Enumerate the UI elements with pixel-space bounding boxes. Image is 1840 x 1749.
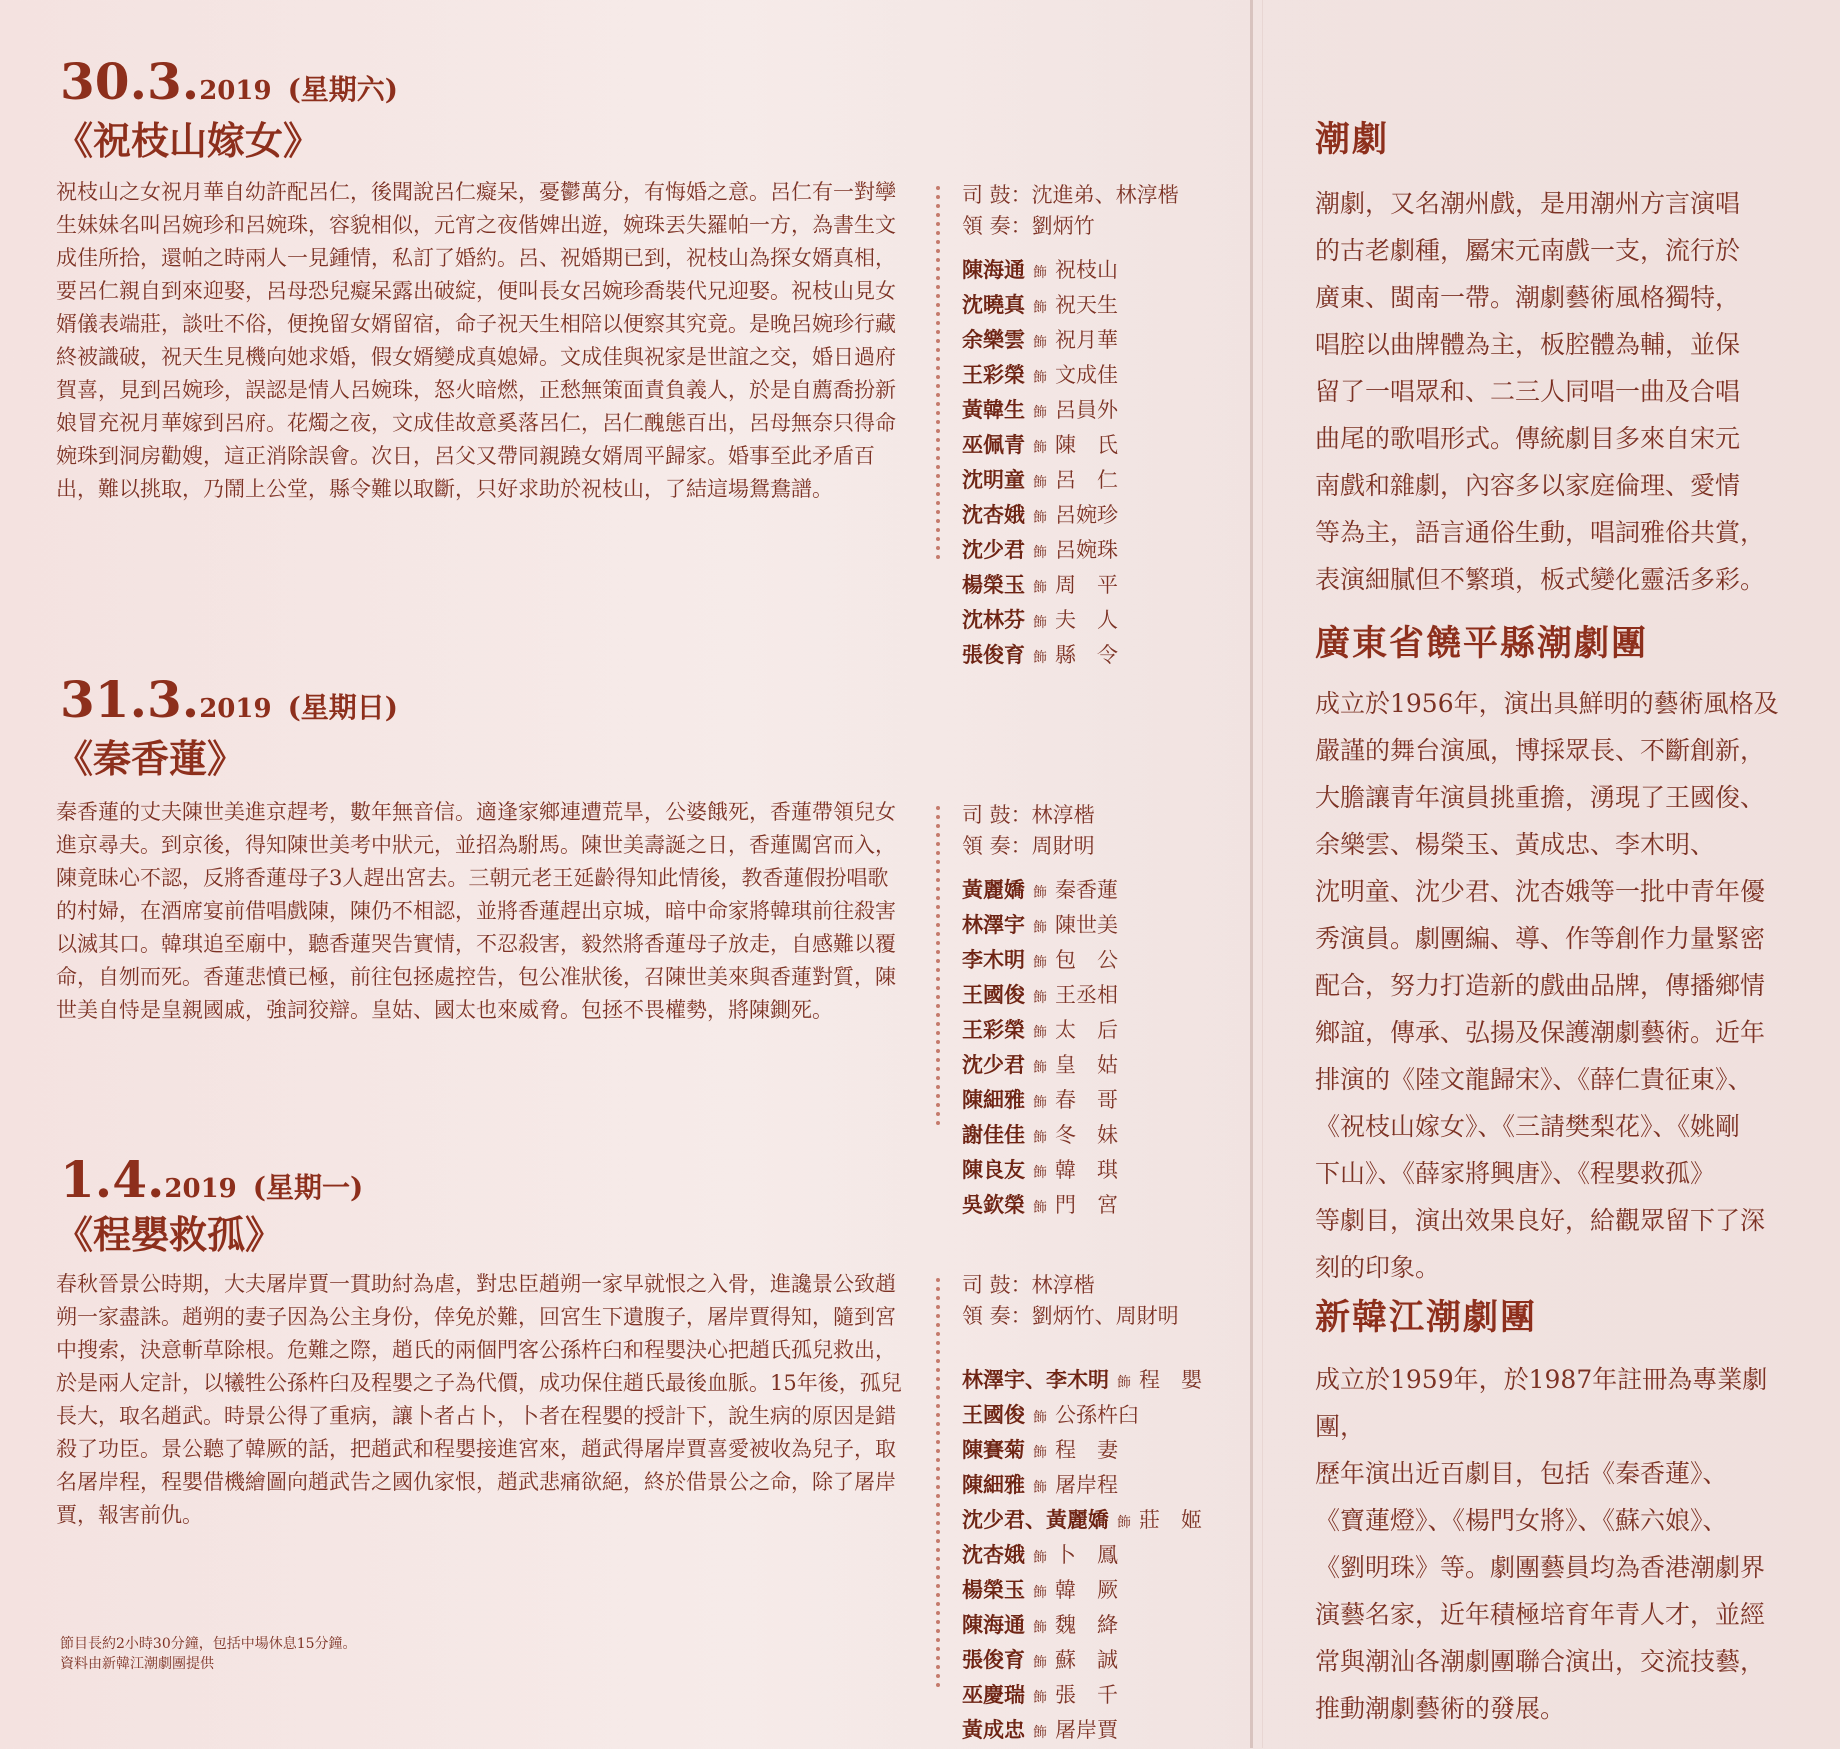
- cast-row: [962, 1049, 1118, 1084]
- actor-name: 沈少君、黃麗嬌: [962, 1507, 1109, 1532]
- actor-name: 沈杏娥: [962, 1542, 1025, 1567]
- actor-name: 巫佩青: [962, 432, 1025, 457]
- page-fold: [1250, 0, 1253, 1748]
- show-2-dotted-divider: [934, 806, 942, 1130]
- actor-name: 林澤宇、李木明: [962, 1367, 1109, 1392]
- role-name: 魏 絳: [1055, 1613, 1118, 1637]
- show-3-cast: [962, 1364, 1202, 1749]
- role-name: 祝天生: [1055, 293, 1118, 317]
- role-name: 縣 令: [1055, 643, 1118, 667]
- role-name: 王丞相: [1055, 983, 1118, 1007]
- cast-row: [962, 1574, 1202, 1609]
- shi-label: 飾: [1033, 510, 1047, 526]
- cast-row: [962, 1609, 1202, 1644]
- body-line: 沈明童、沈少君、沈杏娥等一批中青年優: [1315, 877, 1766, 906]
- cast-row: [962, 1504, 1202, 1539]
- body-line: 配合，努力打造新的戲曲品牌，傳播鄉情: [1315, 971, 1766, 1000]
- show-3-date: 1.4.2019 (星期一): [60, 1150, 364, 1209]
- body-line: 推動潮劇藝術的發展。: [1315, 1694, 1566, 1723]
- role-name: 莊 姬: [1139, 1508, 1202, 1532]
- actor-name: 王國俊: [962, 1402, 1025, 1427]
- shi-label: 飾: [1033, 405, 1047, 421]
- crew-line: 司 鼓：沈進弟、林淳楷: [962, 183, 1179, 207]
- cast-row: [962, 359, 1118, 394]
- actor-name: 陳海通: [962, 1612, 1025, 1637]
- shi-label: 飾: [1033, 1060, 1047, 1076]
- role-name: 陳 氏: [1055, 433, 1118, 457]
- role-name: 屠岸程: [1055, 1473, 1118, 1497]
- body-line: 大膽讓青年演員挑重擔，湧現了王國俊、: [1315, 783, 1766, 812]
- body-line: 演藝名家，近年積極培育年青人才，並經: [1315, 1600, 1766, 1629]
- cast-row: [962, 604, 1118, 639]
- actor-name: 李木明: [962, 947, 1025, 972]
- body-line: 廣東、閩南一帶。潮劇藝術風格獨特，: [1315, 283, 1741, 312]
- crew-line: 領 奏：周財明: [962, 834, 1095, 858]
- show-1-synopsis: 祝枝山之女祝月華自幼許配呂仁，後聞說呂仁癡呆，憂鬱萬分，有悔婚之意。呂仁有一對孿生妹妹名叫呂婉珍和呂婉珠，容貌相似，元宵之夜偕婢出遊，婉珠丟失羅帕一方，為書生文成佳所拾，還帕之時兩人一見鍾情，私訂了婚約。呂、祝婚期已到，祝枝山為探女婿真相，要呂仁親自到來迎娶，呂母恐兒癡呆露出破綻，便叫長女呂婉珍喬裝代兄迎娶。祝枝山見女婿儀表端莊，談吐不俗，便挽留女婿留宿，命子祝天生相陪以便察其究竟。是晚呂婉珍行藏終被識破，祝天生見機向她求婚，假女婿變成真媳婦。文成佳與祝家是世誼之交，婚日過府賀喜，見到呂婉珍，誤認是情人呂婉珠，怒火暗燃，正愁無策面責負義人，於是自薦喬扮新娘冒充祝月華嫁到呂府。花燭之夜，文成佳故意奚落呂仁，呂仁醜態百出，呂母無奈只得命婉珠到洞房勸嫂，這正消除誤會。次日，呂父又帶同親蹺女婿周平歸家。婚事至此矛盾百出，難以挑取，乃鬧上公堂，縣令難以取斷，只好求助於祝枝山，了結這場鴛鴦譜。: [56, 180, 896, 501]
- role-name: 祝月華: [1055, 328, 1118, 352]
- footnote-line: 節目長約2小時30分鐘，包括中場休息15分鐘。: [60, 1636, 357, 1652]
- role-name: 文成佳: [1055, 363, 1118, 387]
- body-line: 表演細膩但不繁瑣，板式變化靈活多彩。: [1315, 565, 1766, 594]
- cast-row: [962, 1014, 1118, 1049]
- cast-row: [962, 1679, 1202, 1714]
- footnote-line: 資料由新韓江潮劇團提供: [60, 1656, 214, 1672]
- cast-row: [962, 499, 1118, 534]
- cast-row: [962, 569, 1118, 604]
- shi-label: 飾: [1117, 1375, 1131, 1391]
- shi-label: 飾: [1033, 300, 1047, 316]
- role-name: 韓 琪: [1055, 1158, 1118, 1182]
- actor-name: 王國俊: [962, 982, 1025, 1007]
- body-line: 《寶蓮燈》、《楊門女將》、《蘇六娘》、: [1315, 1506, 1728, 1535]
- role-name: 夫 人: [1055, 608, 1118, 632]
- show-1-cast: [962, 254, 1118, 674]
- body-line: 嚴謹的舞台演風，博採眾長、不斷創新，: [1315, 736, 1766, 765]
- show-3-synopsis: 春秋晉景公時期，大夫屠岸賈一貫助紂為虐，對忠臣趙朔一家早就恨之入骨，進讒景公致趙朔一家盡誅。趙朔的妻子因為公主身份，倖免於難，回宮生下遺腹子，屠岸賈得知，隨到宮中搜索，決意斬草除根。危難之際，趙氏的兩個門客公孫杵臼和程嬰決心把趙氏孤兒救出，於是兩人定計，以犧牲公孫杵臼及程嬰之子為代價，成功保住趙氏最後血脈。15年後，孤兒長大，取名趙武。時景公得了重病，讓卜者占卜，卜者在程嬰的授計下，說生病的原因是錯殺了功臣。景公聽了韓厥的話，把趙武和程嬰接進宮來，趙武得屠岸賈喜愛被收為兒子，取名屠岸程，程嬰借機繪圖向趙武告之國仇家恨，趙武悲痛欲絕，終於借景公之命，除了屠岸賈，報害前仇。: [56, 1272, 902, 1527]
- actor-name: 王彩榮: [962, 362, 1025, 387]
- actor-name: 張俊育: [962, 1647, 1025, 1672]
- shi-label: 飾: [1033, 1130, 1047, 1146]
- body-line: 等為主，語言通俗生動，唱詞雅俗共賞，: [1315, 518, 1766, 547]
- shi-label: 飾: [1033, 1480, 1047, 1496]
- actor-name: 陳細雅: [962, 1472, 1025, 1497]
- role-name: 屠岸賈: [1055, 1718, 1118, 1742]
- actor-name: 林澤宇: [962, 912, 1025, 937]
- body-line: 曲尾的歌唱形式。傳統劇目多來自宋元: [1315, 424, 1741, 453]
- shi-label: 飾: [1033, 1585, 1047, 1601]
- section-heading-raoping: 廣東省饒平縣潮劇團: [1315, 623, 1649, 664]
- role-name: 冬 妹: [1055, 1123, 1118, 1147]
- cast-row: [962, 1084, 1118, 1119]
- cast-row: [962, 1119, 1118, 1154]
- shi-label: 飾: [1033, 580, 1047, 596]
- role-name: 公孫杵臼: [1055, 1403, 1139, 1427]
- actor-name: 謝佳佳: [962, 1122, 1025, 1147]
- role-name: 張 千: [1055, 1683, 1118, 1707]
- shi-label: 飾: [1033, 990, 1047, 1006]
- body-line: 南戲和雜劇，內容多以家庭倫理、愛情: [1315, 471, 1741, 500]
- cast-row: [962, 1399, 1202, 1434]
- section-heading-chaoju: 潮劇: [1315, 119, 1390, 160]
- role-name: 太 后: [1055, 1018, 1118, 1042]
- body-line: 排演的《陸文龍歸宋》、《薛仁貴征東》、: [1315, 1065, 1753, 1094]
- role-name: 門 宮: [1055, 1193, 1118, 1217]
- cast-row: [962, 639, 1118, 674]
- actor-name: 陳良友: [962, 1157, 1025, 1182]
- actor-name: 楊榮玉: [962, 572, 1025, 597]
- cast-row: [962, 534, 1118, 569]
- show-2-synopsis: 秦香蓮的丈夫陳世美進京趕考，數年無音信。適逢家鄉連遭荒旱，公婆餓死，香蓮帶領兒女進京尋夫。到京後，得知陳世美考中狀元，並招為駙馬。陳世美壽誕之日，香蓮闖宮而入，陳竟昧心不認，反將香蓮母子3人趕出宮去。三朝元老王延齡得知此情後，教香蓮假扮唱歌的村婦，在酒席宴前借唱戲陳，陳仍不相認，並將香蓮趕出京城，暗中命家將韓琪前往殺害以滅其口。韓琪追至廟中，聽香蓮哭告實情，不忍殺害，毅然將香蓮母子放走，自感難以覆命，自刎而死。香蓮悲憤已極，前往包拯處控告，包公准狀後，召陳世美來與香蓮對質，陳世美自恃是皇親國戚，強詞狡辯。皇姑、國太也來威脅。包拯不畏權勢，將陳鍘死。: [56, 800, 896, 1022]
- actor-name: 沈曉真: [962, 292, 1025, 317]
- role-name: 呂婉珍: [1055, 503, 1118, 527]
- shi-label: 飾: [1033, 650, 1047, 666]
- shi-label: 飾: [1033, 885, 1047, 901]
- cast-row: [962, 1644, 1202, 1679]
- role-name: 程 嬰: [1139, 1368, 1202, 1392]
- role-name: 呂員外: [1055, 398, 1118, 422]
- show-2-title: 《秦香蓮》: [55, 736, 246, 781]
- cast-row: [962, 1434, 1202, 1469]
- body-line: 潮劇，又名潮州戲，是用潮州方言演唱: [1315, 189, 1741, 218]
- shi-label: 飾: [1033, 370, 1047, 386]
- actor-name: 黃韓生: [962, 397, 1025, 422]
- shi-label: 飾: [1033, 1410, 1047, 1426]
- cast-row: [962, 874, 1118, 909]
- crew-line: 領 奏：劉炳竹、周財明: [962, 1304, 1179, 1328]
- cast-row: [962, 394, 1118, 429]
- show-3-crew: [962, 1270, 1179, 1332]
- actor-name: 楊榮玉: [962, 1577, 1025, 1602]
- body-line: 《祝枝山嫁女》、《三請樊梨花》、《姚剛: [1315, 1112, 1741, 1141]
- role-name: 春 哥: [1055, 1088, 1118, 1112]
- shi-label: 飾: [1033, 1165, 1047, 1181]
- shi-label: 飾: [1033, 1200, 1047, 1216]
- shi-label: 飾: [1033, 1445, 1047, 1461]
- cast-row: [962, 1469, 1202, 1504]
- cast-row: [962, 289, 1118, 324]
- show-3-dotted-divider: [934, 1278, 942, 1692]
- body-line: 留了一唱眾和、二三人同唱一曲及合唱: [1315, 377, 1741, 406]
- role-name: 周 平: [1055, 573, 1118, 597]
- shi-label: 飾: [1033, 1690, 1047, 1706]
- shi-label: 飾: [1033, 1620, 1047, 1636]
- actor-name: 陳賽菊: [962, 1437, 1025, 1462]
- actor-name: 黃麗嬌: [962, 877, 1025, 902]
- shi-label: 飾: [1033, 955, 1047, 971]
- shi-label: 飾: [1033, 440, 1047, 456]
- cast-row: [962, 254, 1118, 289]
- shi-label: 飾: [1033, 1725, 1047, 1741]
- shi-label: 飾: [1117, 1515, 1131, 1531]
- crew-line: 司 鼓：林淳楷: [962, 803, 1095, 827]
- cast-row: [962, 909, 1118, 944]
- role-name: 包 公: [1055, 948, 1118, 972]
- show-1-date: 30.3.2019 (星期六): [60, 52, 399, 111]
- shi-label: 飾: [1033, 545, 1047, 561]
- actor-name: 沈杏娥: [962, 502, 1025, 527]
- body-line: 常與潮汕各潮劇團聯合演出，交流技藝，: [1315, 1647, 1766, 1676]
- body-line: 余樂雲、楊榮玉、黃成忠、李木明、: [1315, 830, 1716, 859]
- section-body-xinhanjiang: [1315, 1356, 1795, 1732]
- cast-row: [962, 324, 1118, 359]
- shi-label: 飾: [1033, 265, 1047, 281]
- cast-row: [962, 1539, 1202, 1574]
- body-line: 鄉誼，傳承、弘揚及保護潮劇藝術。近年: [1315, 1018, 1766, 1047]
- shi-label: 飾: [1033, 1655, 1047, 1671]
- cast-row: [962, 464, 1118, 499]
- cast-row: [962, 1154, 1118, 1189]
- body-line: 成立於1956年，演出具鮮明的藝術風格及: [1315, 689, 1779, 718]
- shi-label: 飾: [1033, 475, 1047, 491]
- shi-label: 飾: [1033, 1550, 1047, 1566]
- cast-row: [962, 1189, 1118, 1224]
- role-name: 程 妻: [1055, 1438, 1118, 1462]
- show-1-dotted-divider: [934, 186, 942, 564]
- role-name: 呂婉珠: [1055, 538, 1118, 562]
- actor-name: 陳海通: [962, 257, 1025, 282]
- actor-name: 陳細雅: [962, 1087, 1025, 1112]
- role-name: 秦香蓮: [1055, 878, 1118, 902]
- body-line: 的古老劇種，屬宋元南戲一支，流行於: [1315, 236, 1741, 265]
- role-name: 呂 仁: [1055, 468, 1118, 492]
- role-name: 皇 姑: [1055, 1053, 1118, 1077]
- cast-row: [962, 429, 1118, 464]
- footnote: [60, 1634, 357, 1674]
- show-1-crew: [962, 180, 1179, 242]
- body-line: 秀演員。劇團編、導、作等創作力量緊密: [1315, 924, 1766, 953]
- actor-name: 沈林芬: [962, 607, 1025, 632]
- role-name: 祝枝山: [1055, 258, 1118, 282]
- cast-row: [962, 1714, 1202, 1749]
- body-line: 成立於1959年，於1987年註冊為專業劇團，: [1315, 1365, 1768, 1441]
- section-body-raoping: [1315, 680, 1795, 1291]
- actor-name: 張俊育: [962, 642, 1025, 667]
- page-fold-line: [1262, 0, 1263, 1748]
- actor-name: 余樂雲: [962, 327, 1025, 352]
- body-line: 歷年演出近百劇目，包括《秦香蓮》、: [1315, 1459, 1728, 1488]
- actor-name: 吳欽榮: [962, 1192, 1025, 1217]
- show-2-date: 31.3.2019 (星期日): [60, 670, 399, 729]
- role-name: 蘇 誠: [1055, 1648, 1118, 1672]
- show-1-title: 《祝枝山嫁女》: [55, 118, 322, 163]
- actor-name: 黃成忠: [962, 1717, 1025, 1742]
- shi-label: 飾: [1033, 1025, 1047, 1041]
- cast-row: [962, 979, 1118, 1014]
- cast-row: [962, 944, 1118, 979]
- role-name: 卜 鳳: [1055, 1543, 1118, 1567]
- crew-line: 領 奏：劉炳竹: [962, 214, 1095, 238]
- shi-label: 飾: [1033, 920, 1047, 936]
- section-heading-xinhanjiang: 新韓江潮劇團: [1315, 1297, 1538, 1338]
- show-2-cast: [962, 874, 1118, 1224]
- body-line: 刻的印象。: [1315, 1253, 1441, 1282]
- cast-row: [962, 1364, 1202, 1399]
- actor-name: 王彩榮: [962, 1017, 1025, 1042]
- role-name: 韓 厥: [1055, 1578, 1118, 1602]
- body-line: 《劉明珠》等。劇團藝員均為香港潮劇界: [1315, 1553, 1766, 1582]
- actor-name: 沈少君: [962, 1052, 1025, 1077]
- shi-label: 飾: [1033, 1095, 1047, 1111]
- body-line: 下山》、《薛家將興唐》、《程嬰救孤》: [1315, 1159, 1716, 1188]
- show-3-title: 《程嬰救孤》: [55, 1212, 284, 1257]
- shi-label: 飾: [1033, 335, 1047, 351]
- section-body-chaoju: [1315, 180, 1795, 603]
- shi-label: 飾: [1033, 615, 1047, 631]
- actor-name: 沈少君: [962, 537, 1025, 562]
- actor-name: 巫慶瑞: [962, 1682, 1025, 1707]
- body-line: 唱腔以曲牌體為主，板腔體為輔，並保: [1315, 330, 1741, 359]
- actor-name: 沈明童: [962, 467, 1025, 492]
- role-name: 陳世美: [1055, 913, 1118, 937]
- show-2-crew: [962, 800, 1095, 862]
- body-line: 等劇目，演出效果良好，給觀眾留下了深: [1315, 1206, 1766, 1235]
- crew-line: 司 鼓：林淳楷: [962, 1273, 1095, 1297]
